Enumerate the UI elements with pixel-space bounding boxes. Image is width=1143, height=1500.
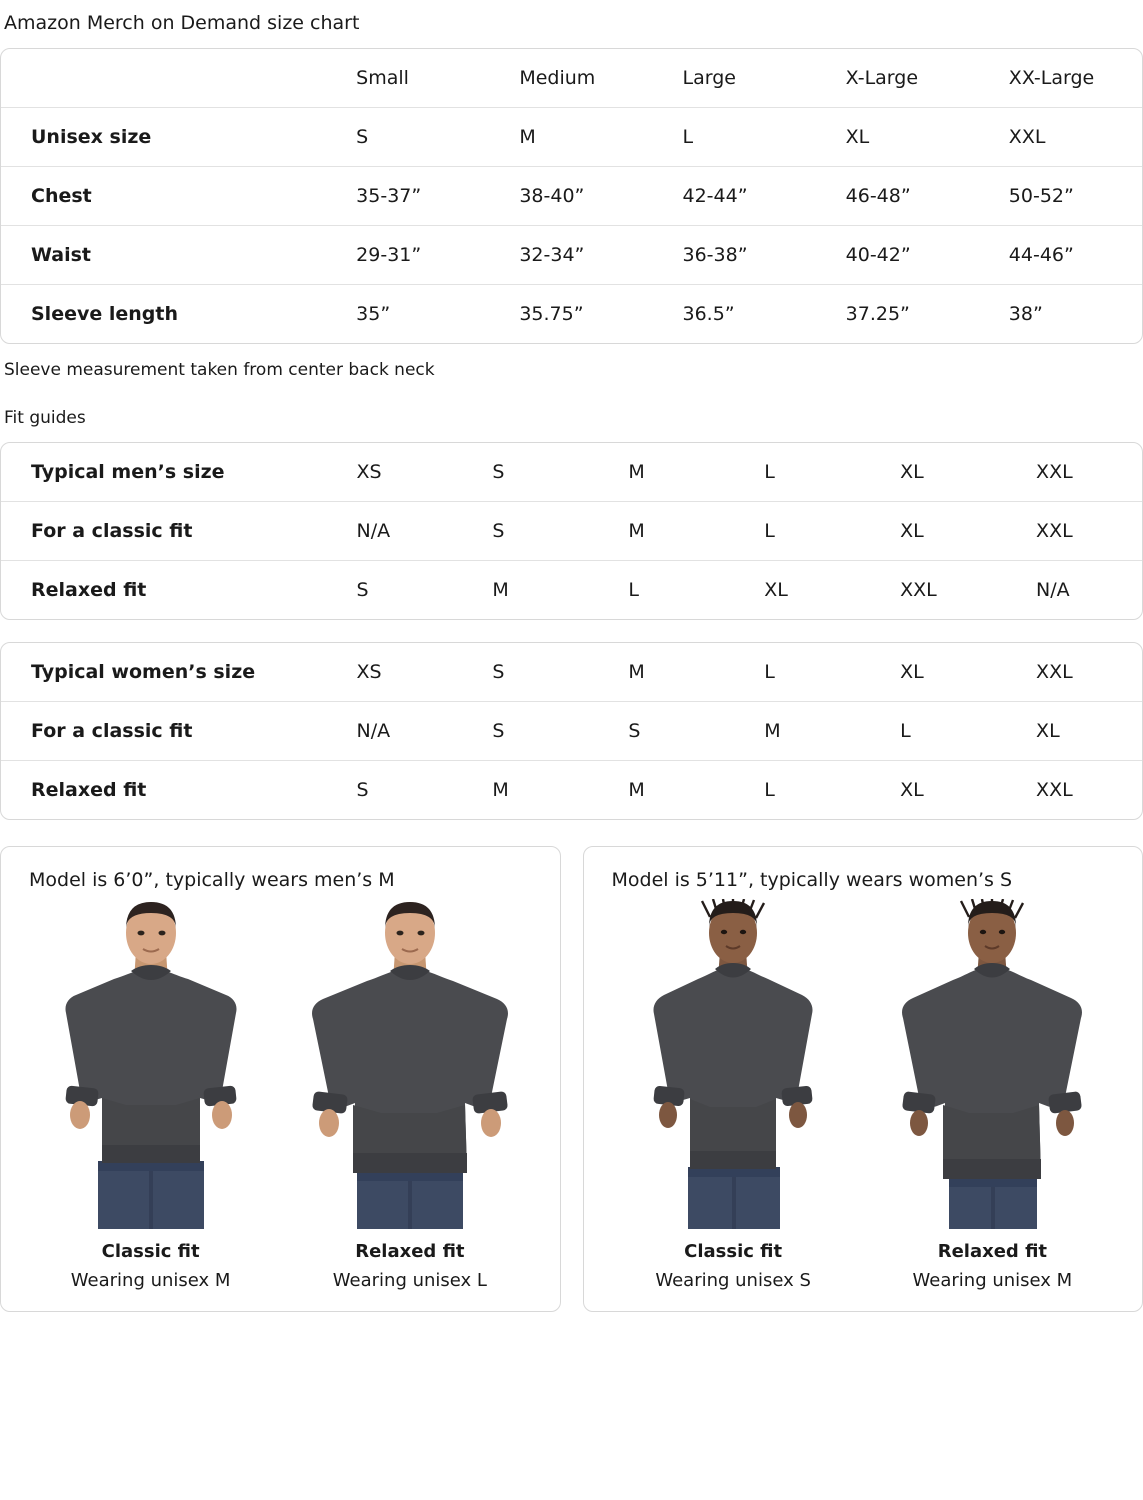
cell-mens-typical-6: XXL xyxy=(1006,443,1142,502)
cell-unisex-large: L xyxy=(652,108,815,167)
womens-fit-table xyxy=(1,643,1142,819)
cell-waist-medium: 32-34” xyxy=(489,226,652,285)
table-row xyxy=(1,167,1142,226)
row-label-unisex-size: Unisex size xyxy=(1,108,326,167)
cell-mens-typical-1: XS xyxy=(327,443,463,502)
mens-relaxed-fit-label: Relaxed fit xyxy=(355,1241,465,1262)
table-row xyxy=(1,702,1142,761)
mens-fit-table-card xyxy=(0,442,1143,620)
cell-mens-relaxed-3: L xyxy=(628,579,639,601)
cell-mens-relaxed-5: XXL xyxy=(900,579,937,601)
cell-womens-relaxed-6: XXL xyxy=(1036,779,1073,801)
cell-mens-relaxed-6: N/A xyxy=(1036,579,1070,601)
table-row xyxy=(1,761,1142,820)
row-label-chest: Chest xyxy=(1,167,326,226)
cell-womens-classic-4: M xyxy=(734,702,870,761)
fit-guides-label: Fit guides xyxy=(4,408,86,428)
mens-classic-wearing-label: Wearing unisex M xyxy=(70,1270,231,1291)
cell-waist-xlarge: 40-42” xyxy=(816,226,979,285)
cell-mens-relaxed-4: XL xyxy=(764,579,788,601)
mens-classic-fit-figure xyxy=(21,899,280,1291)
row-label-mens-classic-fit: For a classic fit xyxy=(1,502,327,561)
cell-unisex-xlarge: XL xyxy=(816,108,979,167)
cell-unisex-small: S xyxy=(326,108,489,167)
mens-relaxed-sweatshirt-image xyxy=(295,899,525,1229)
cell-womens-relaxed-5: XL xyxy=(900,779,924,801)
cell-womens-typical-2: S xyxy=(462,643,598,702)
cell-mens-classic-3: M xyxy=(598,502,734,561)
womens-relaxed-wearing-label: Wearing unisex M xyxy=(912,1270,1073,1291)
cell-mens-classic-4: L xyxy=(734,502,870,561)
cell-mens-typical-2: S xyxy=(462,443,598,502)
row-label-waist: Waist xyxy=(1,226,326,285)
cell-mens-classic-2: S xyxy=(462,502,598,561)
mens-classic-sweatshirt-image xyxy=(36,899,266,1229)
header-cell-blank xyxy=(1,49,326,108)
table-row xyxy=(1,226,1142,285)
cell-womens-relaxed-4: L xyxy=(764,779,775,801)
cell-chest-xxlarge: 50-52” xyxy=(979,167,1142,226)
measurements-table xyxy=(1,49,1142,343)
mens-fit-table xyxy=(1,443,1142,619)
table-row xyxy=(1,643,1142,702)
row-label-sleeve-length: Sleeve length xyxy=(31,303,178,325)
table-row xyxy=(1,502,1142,561)
cell-chest-large: 42-44” xyxy=(652,167,815,226)
mens-relaxed-fit-figure xyxy=(280,899,539,1291)
cell-mens-classic-6: XXL xyxy=(1006,502,1142,561)
cell-womens-relaxed-3: M xyxy=(628,779,645,801)
mens-model-card xyxy=(0,846,561,1312)
cell-mens-typical-4: L xyxy=(734,443,870,502)
row-label-mens-relaxed-fit: Relaxed fit xyxy=(31,579,147,601)
cell-womens-classic-5: L xyxy=(870,702,1006,761)
measurements-table-card xyxy=(0,48,1143,344)
womens-relaxed-sweatshirt-image xyxy=(877,899,1107,1229)
cell-mens-typical-3: M xyxy=(598,443,734,502)
table-header-row xyxy=(1,49,1142,108)
cell-womens-typical-5: XL xyxy=(870,643,1006,702)
cell-sleeve-medium: 35.75” xyxy=(519,303,584,325)
cell-womens-relaxed-2: M xyxy=(492,779,509,801)
cell-chest-small: 35-37” xyxy=(326,167,489,226)
mens-relaxed-wearing-label: Wearing unisex L xyxy=(332,1270,487,1291)
womens-classic-fit-figure xyxy=(604,899,863,1291)
cell-chest-xlarge: 46-48” xyxy=(816,167,979,226)
cell-mens-classic-5: XL xyxy=(870,502,1006,561)
row-label-typical-mens-size: Typical men’s size xyxy=(1,443,327,502)
cell-sleeve-large: 36.5” xyxy=(682,303,735,325)
cell-womens-typical-6: XXL xyxy=(1006,643,1142,702)
cell-waist-xxlarge: 44-46” xyxy=(979,226,1142,285)
cell-sleeve-xlarge: 37.25” xyxy=(845,303,910,325)
womens-model-caption: Model is 5’11”, typically wears women’s S xyxy=(611,869,1013,891)
womens-classic-sweatshirt-image xyxy=(618,899,848,1229)
cell-chest-medium: 38-40” xyxy=(489,167,652,226)
row-label-womens-classic-fit: For a classic fit xyxy=(1,702,327,761)
table-row xyxy=(1,561,1142,620)
cell-womens-typical-3: M xyxy=(598,643,734,702)
header-cell-xlarge: X-Large xyxy=(816,49,979,108)
cell-womens-relaxed-1: S xyxy=(356,779,369,801)
sleeve-measurement-note: Sleeve measurement taken from center back neck xyxy=(4,360,435,380)
cell-womens-classic-3: S xyxy=(598,702,734,761)
cell-womens-classic-1: N/A xyxy=(327,702,463,761)
womens-model-card xyxy=(583,846,1143,1312)
womens-relaxed-fit-label: Relaxed fit xyxy=(937,1241,1048,1262)
header-cell-xxlarge: XX-Large xyxy=(979,49,1142,108)
header-cell-small: Small xyxy=(326,49,489,108)
womens-classic-fit-label: Classic fit xyxy=(684,1241,783,1262)
cell-womens-classic-6: XL xyxy=(1006,702,1142,761)
womens-classic-wearing-label: Wearing unisex S xyxy=(655,1270,811,1291)
cell-sleeve-xxlarge: 38” xyxy=(1008,303,1043,325)
mens-model-caption: Model is 6’0”, typically wears men’s M xyxy=(29,869,395,891)
womens-fit-table-card xyxy=(0,642,1143,820)
mens-classic-fit-label: Classic fit xyxy=(101,1241,200,1262)
table-row xyxy=(1,108,1142,167)
cell-mens-classic-1: N/A xyxy=(327,502,463,561)
cell-unisex-xxlarge: XXL xyxy=(979,108,1142,167)
womens-relaxed-fit-figure xyxy=(863,899,1122,1291)
header-cell-large: Large xyxy=(652,49,815,108)
cell-waist-small: 29-31” xyxy=(326,226,489,285)
cell-waist-large: 36-38” xyxy=(652,226,815,285)
header-cell-medium: Medium xyxy=(489,49,652,108)
table-row xyxy=(1,443,1142,502)
row-label-typical-womens-size: Typical women’s size xyxy=(1,643,327,702)
cell-womens-typical-4: L xyxy=(734,643,870,702)
cell-sleeve-small: 35” xyxy=(356,303,391,325)
cell-mens-typical-5: XL xyxy=(870,443,1006,502)
row-label-womens-relaxed-fit: Relaxed fit xyxy=(31,779,147,801)
cell-mens-relaxed-2: M xyxy=(492,579,509,601)
page-title: Amazon Merch on Demand size chart xyxy=(4,12,360,34)
model-cards xyxy=(0,846,1143,1312)
table-row xyxy=(1,285,1142,344)
cell-mens-relaxed-1: S xyxy=(356,579,369,601)
cell-unisex-medium: M xyxy=(489,108,652,167)
cell-womens-classic-2: S xyxy=(462,702,598,761)
cell-womens-typical-1: XS xyxy=(327,643,463,702)
